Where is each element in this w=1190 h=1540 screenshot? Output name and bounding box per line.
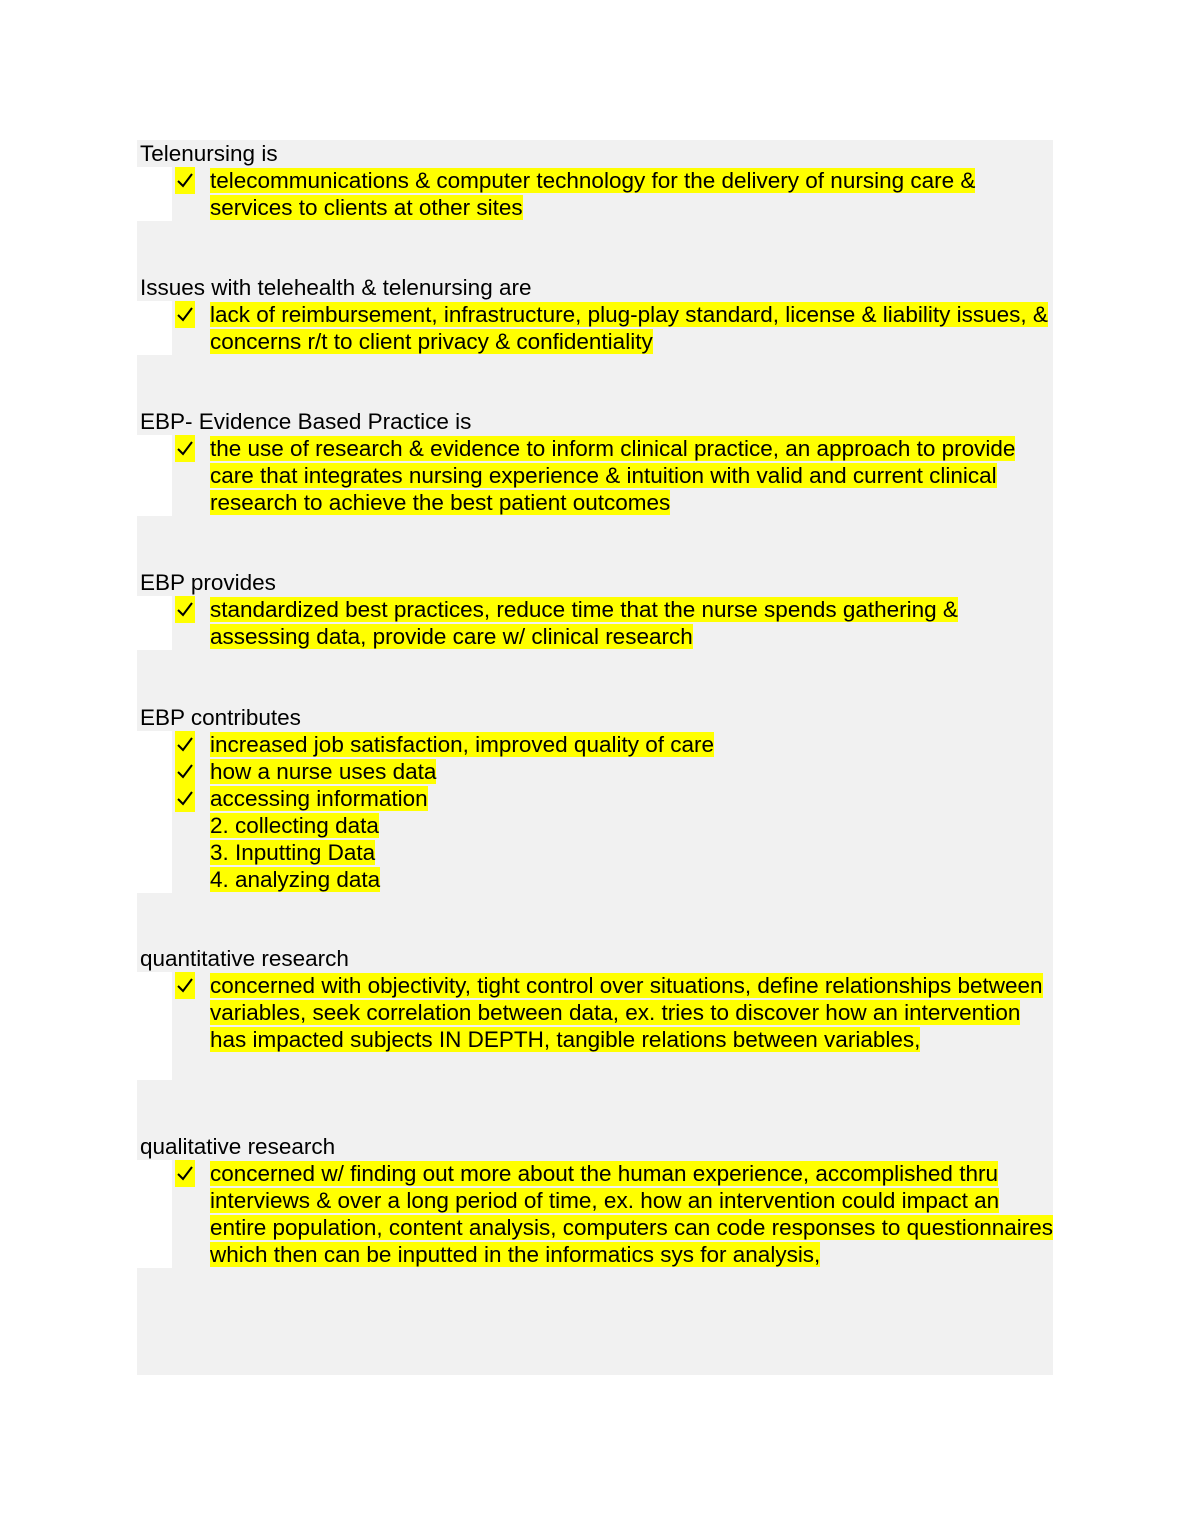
item-text: 4. analyzing data — [210, 867, 381, 892]
item-text: increased job satisfaction, improved quality of care — [210, 732, 715, 757]
checkmark-icon — [175, 1160, 195, 1187]
checkmark-icon — [175, 596, 195, 623]
checkmark-icon — [175, 167, 195, 194]
checkmark-icon — [175, 301, 195, 328]
section-term: EBP provides — [140, 570, 276, 595]
checkmark-icon — [175, 758, 195, 785]
section-term: EBP contributes — [140, 705, 301, 730]
indent-gap — [137, 167, 172, 221]
indent-gap — [137, 972, 172, 1080]
item-text: telecommunications & computer technology for the delivery of nursing care & services to clients at other sites — [210, 168, 976, 220]
checkmark-icon — [175, 785, 195, 812]
item-text: lack of reimbursement, infrastructure, plug-play standard, license & liability issues, & concerns r/t to client privacy & confidentiality — [210, 302, 1048, 354]
section-term: Issues with telehealth & telenursing are — [140, 275, 532, 300]
item-text: concerned with objectivity, tight control over situations, define relationships between variables, seek correlation between data, ex. tries to discover how an intervention has impacted subjects IN DEPTH, tangible relations between variables, — [210, 973, 1043, 1052]
item-text: how a nurse uses data — [210, 759, 437, 784]
indent-gap — [137, 1160, 172, 1268]
checkmark-icon — [175, 972, 195, 999]
item-text: the use of research & evidence to inform clinical practice, an approach to provide care that integrates nursing experience & intuition with valid and current clinical research to achieve the best patient outcomes — [210, 436, 1016, 515]
checkmark-icon — [175, 731, 195, 758]
indent-gap — [137, 596, 172, 650]
item-text: 2. collecting data — [210, 813, 379, 838]
section-term: qualitative research — [140, 1134, 336, 1159]
item-text: concerned w/ finding out more about the human experience, accomplished thru interviews & over a long period of time, ex. how an intervention could impact an entire population, content analysis, computers can code responses to questionnaires which then can be inputted in the informatics sys for analysis, — [210, 1161, 1054, 1267]
section-term: quantitative research — [140, 946, 349, 971]
indent-gap — [137, 301, 172, 355]
item-text: standardized best practices, reduce time that the nurse spends gathering & assessing data, provide care w/ clinical research — [210, 597, 958, 649]
notes-panel — [137, 140, 1053, 1375]
item-text: 3. Inputting Data — [210, 840, 376, 865]
indent-gap — [137, 731, 172, 893]
indent-gap — [137, 435, 172, 516]
section-term: EBP- Evidence Based Practice is — [140, 409, 472, 434]
section-term: Telenursing is — [140, 141, 278, 166]
checkmark-icon — [175, 435, 195, 462]
item-text: accessing information — [210, 786, 428, 811]
